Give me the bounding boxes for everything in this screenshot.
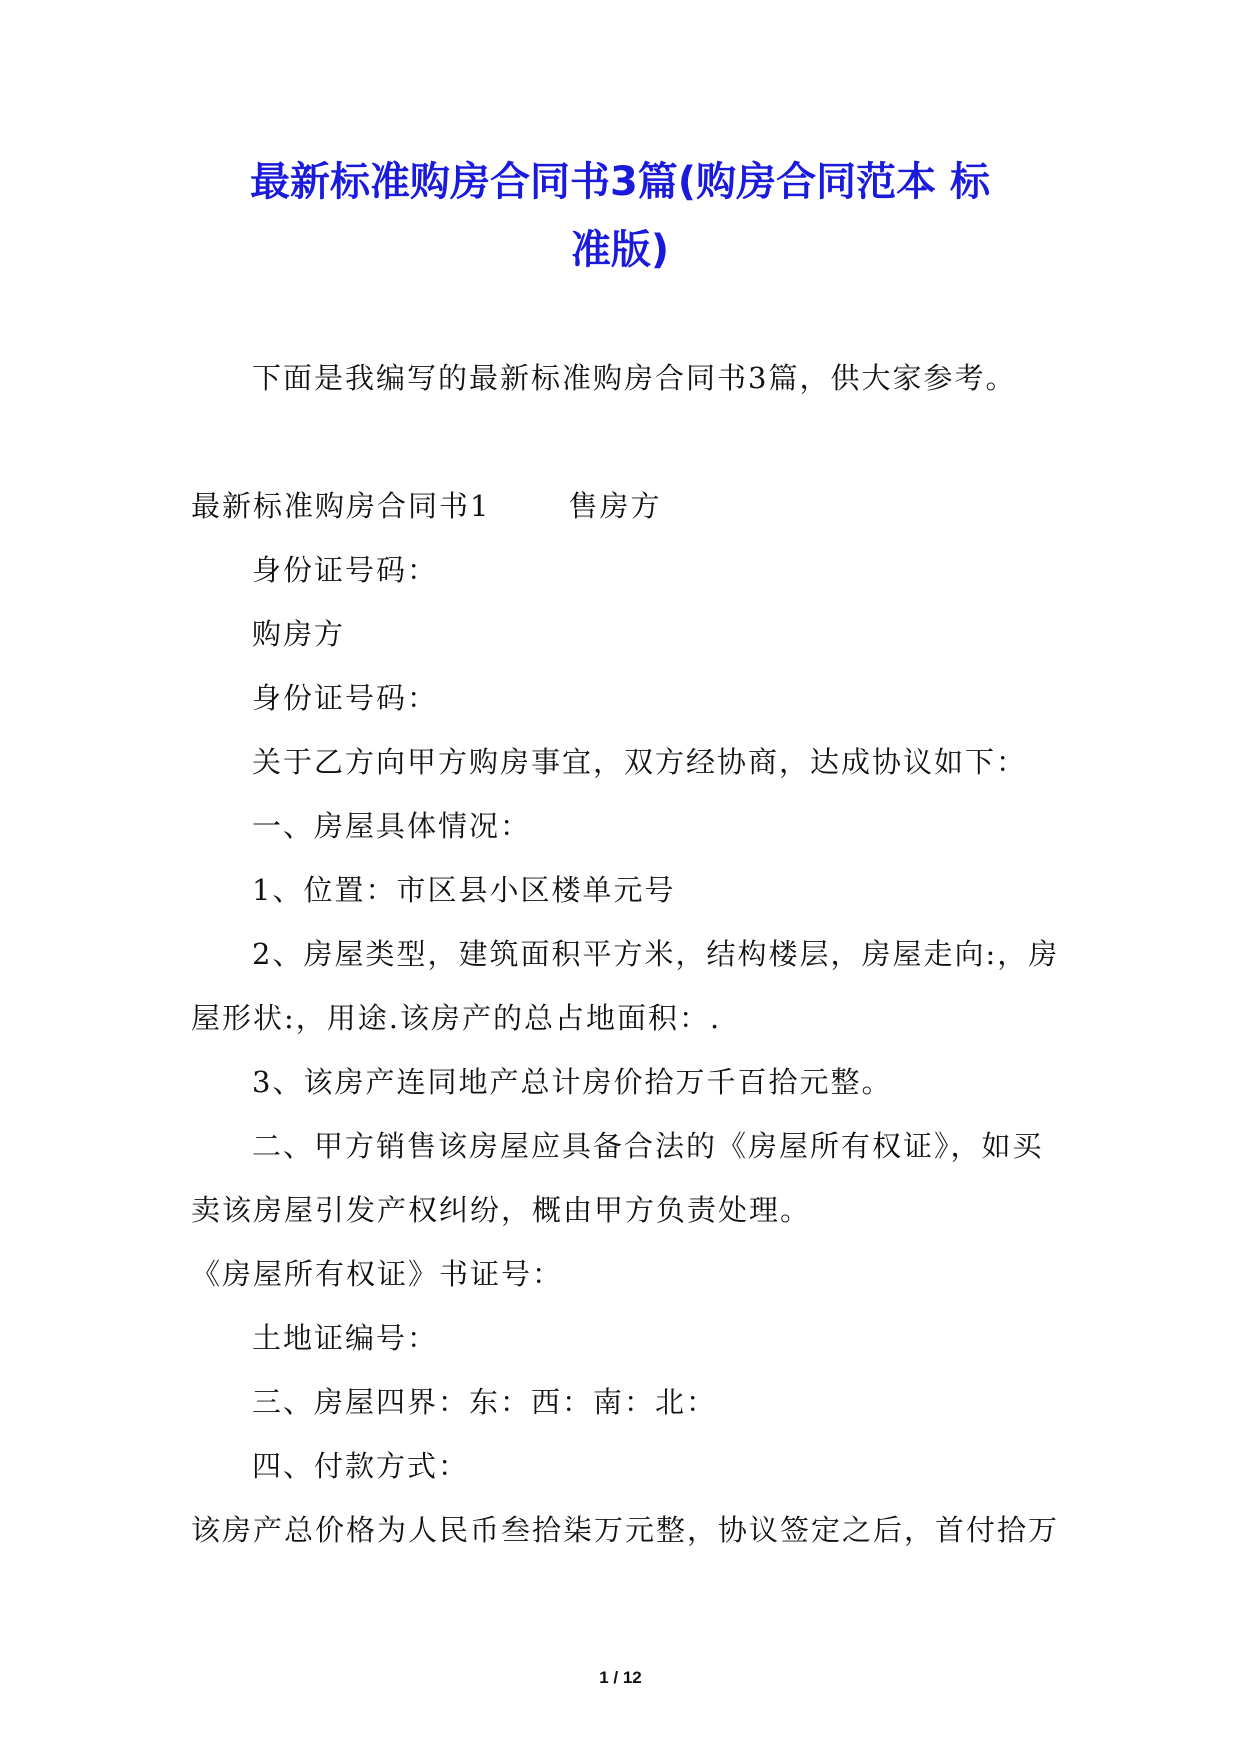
body-line: 购房方 (252, 617, 346, 651)
body-line: 卖该房屋引发产权纠纷，概由甲方负责处理。 (191, 1193, 812, 1227)
body-line: 二、甲方销售该房屋应具备合法的《房屋所有权证》，如买 (252, 1129, 1044, 1163)
title-line-2: 准版) (570, 227, 670, 273)
document-title (170, 148, 1070, 284)
section-heading (191, 486, 661, 526)
body-line: 屋形状:，用途.该房产的总占地面积：. (191, 1001, 722, 1035)
body-line: 关于乙方向甲方购房事宜，双方经协商，达成协议如下： (252, 745, 1028, 779)
body-line: 土地证编号： (252, 1321, 439, 1355)
body-line: 一、房屋具体情况： (252, 809, 532, 843)
body-line: 三、房屋四界：东：西：南：北： (252, 1385, 718, 1419)
seller-label: 售房方 (568, 489, 662, 523)
section-heading-title: 最新标准购房合同书1 (191, 489, 491, 523)
body-line: 四、付款方式： (252, 1449, 470, 1483)
body-line: 1、位置：市区县小区楼单元号 (252, 873, 676, 907)
body-line: 3、该房产连同地产总计房价拾万千百拾元整。 (252, 1065, 893, 1099)
body-line: 身份证号码： (252, 553, 439, 587)
intro-paragraph: 下面是我编写的最新标准购房合同书3篇，供大家参考。 (252, 361, 1017, 395)
body-line: 2、房屋类型，建筑面积平方米，结构楼层，房屋走向:，房 (252, 937, 1060, 971)
body-line: 该房产总价格为人民币叁拾柒万元整，协议签定之后，首付拾万 (191, 1513, 1060, 1547)
title-line-1: 最新标准购房合同书3篇(购房合同范本 标 (249, 159, 991, 205)
body-line: 身份证号码： (252, 681, 439, 715)
page-number: 1 / 12 (599, 1668, 642, 1687)
body-line: 《房屋所有权证》书证号： (191, 1257, 564, 1291)
